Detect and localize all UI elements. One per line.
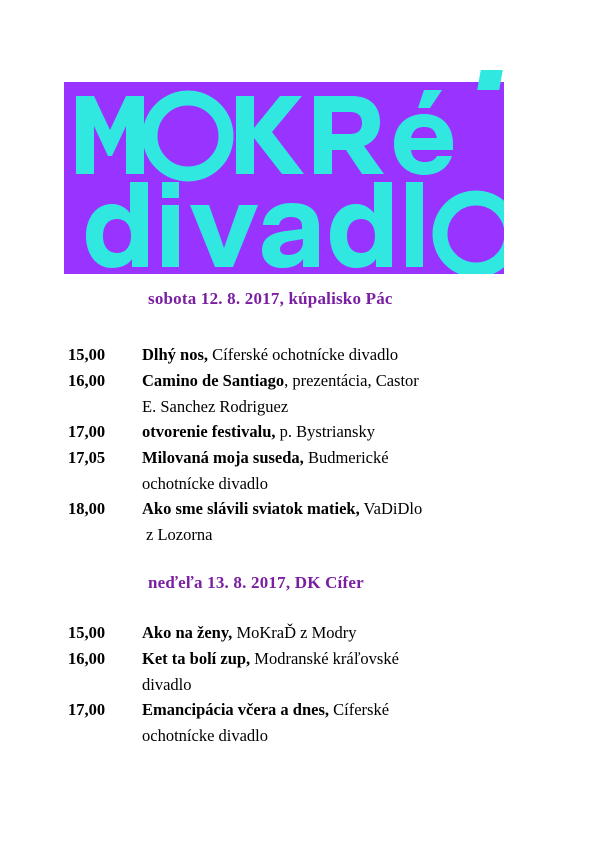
program-entry: [68, 419, 538, 444]
entry-time: 16,00: [68, 649, 106, 668]
program-entry: [68, 496, 538, 521]
entry-title: Ako na ženy,: [142, 623, 233, 642]
entry-detail: Cíferské ochotnícke divadlo: [208, 345, 399, 364]
program-entry: [68, 620, 538, 645]
entry-time: 16,00: [68, 371, 106, 390]
logo-banner: [64, 82, 504, 274]
program-entry: [68, 368, 538, 393]
entry-body: [142, 368, 538, 393]
entry-detail: p. Bystriansky: [275, 422, 375, 441]
program-entry: [68, 646, 538, 671]
entry-time: 17,00: [68, 422, 106, 441]
entry-title: Emancipácia včera a dnes,: [142, 700, 329, 719]
entry-body: [142, 445, 538, 470]
entry-continuation: E. Sanchez Rodriguez: [142, 397, 289, 416]
program-entry: [68, 445, 538, 470]
entry-body: [142, 496, 538, 521]
entry-time: 17,00: [68, 700, 106, 719]
entry-body: [142, 646, 538, 671]
entry-body: [142, 697, 538, 722]
logo-accent-mark: [477, 70, 503, 90]
section-heading-sunday: neďeľa 13. 8. 2017, DK Cífer: [148, 573, 364, 592]
entry-continuation: ochotnícke divadlo: [142, 474, 269, 493]
entry-title: otvorenie festivalu,: [142, 422, 276, 441]
entry-title: Ket ta bolí zup,: [142, 649, 251, 668]
entry-title: Camino de Santiago: [142, 371, 285, 390]
entry-title: Dlhý nos,: [142, 345, 209, 364]
entry-time: 18,00: [68, 499, 106, 518]
program-list-saturday: [68, 342, 538, 547]
entry-time: 15,00: [68, 345, 106, 364]
entry-time: 15,00: [68, 623, 106, 642]
entry-body: [142, 620, 538, 645]
entry-body: [142, 419, 538, 444]
program-entry: [68, 697, 538, 722]
entry-title: Ako sme slávili sviatok matiek,: [142, 499, 360, 518]
entry-detail: VaDiDlo: [359, 499, 423, 518]
entry-body: [142, 342, 538, 367]
entry-detail: , prezentácia, Castor: [284, 371, 419, 390]
entry-time: 17,05: [68, 448, 106, 467]
entry-continuation: divadlo: [142, 675, 192, 694]
section-heading-saturday: sobota 12. 8. 2017, kúpalisko Pác: [148, 289, 393, 308]
entry-detail: Budmerické: [303, 448, 389, 467]
program-entry: [68, 342, 538, 367]
entry-continuation: z Lozorna: [146, 525, 213, 544]
entry-detail: MoKraĎ z Modry: [232, 623, 357, 642]
logo-artwork: [64, 82, 504, 274]
entry-detail: Cíferské: [329, 700, 390, 719]
entry-continuation: ochotnícke divadlo: [142, 726, 269, 745]
entry-title: Milovaná moja suseda,: [142, 448, 304, 467]
entry-detail: Modranské kráľovské: [250, 649, 399, 668]
program-list-sunday: [68, 620, 538, 748]
